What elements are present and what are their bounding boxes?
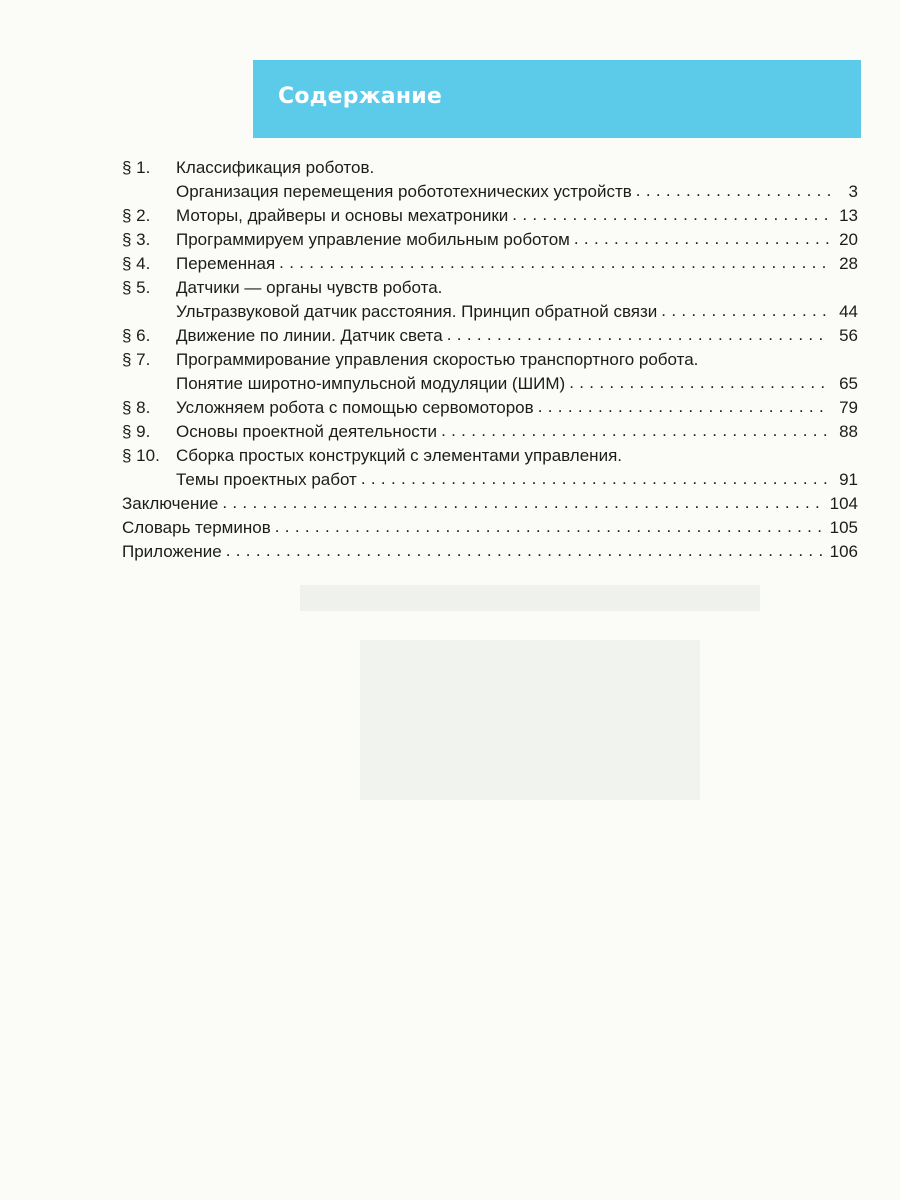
toc-entry <box>122 228 858 252</box>
toc-entry <box>122 516 858 540</box>
entry-title: Сборка простых конструкций с элементами управления. <box>176 446 622 465</box>
page-number: 91 <box>839 470 858 489</box>
entry-title: Заключение <box>122 494 219 513</box>
toc-entry <box>122 156 858 204</box>
toc-entry <box>122 492 858 516</box>
section-number: § 8. <box>122 398 151 417</box>
show-through-artifact <box>300 585 760 611</box>
entry-title: Классификация роботов. <box>176 158 375 177</box>
page-number: 105 <box>829 518 858 537</box>
entry-title: Приложение <box>122 542 222 561</box>
page-number: 20 <box>839 230 858 249</box>
dot-leader <box>441 420 830 437</box>
show-through-artifact <box>360 640 700 800</box>
page-number: 106 <box>829 542 858 561</box>
page-title: Содержание <box>278 84 442 109</box>
section-number: § 1. <box>122 158 151 177</box>
toc-entry <box>122 324 858 348</box>
toc-entry <box>122 276 858 324</box>
entry-title: Переменная <box>176 254 276 273</box>
entry-title: Датчики — органы чувств робота. <box>176 278 443 297</box>
section-number: § 2. <box>122 206 151 225</box>
page-number: 79 <box>839 398 858 417</box>
section-number: § 10. <box>122 446 160 465</box>
entry-title: Основы проектной деятельности <box>176 422 438 441</box>
dot-leader <box>661 300 830 317</box>
entry-title: Темы проектных работ <box>176 470 357 489</box>
section-number: § 7. <box>122 350 151 369</box>
toc-entry <box>122 252 858 276</box>
dot-leader <box>574 228 830 245</box>
page-number: 13 <box>839 206 858 225</box>
page-number: 56 <box>839 326 858 345</box>
dot-leader <box>569 372 830 389</box>
entry-title: Словарь терминов <box>122 518 271 537</box>
entry-title: Программируем управление мобильным роботом <box>176 230 570 249</box>
header-band <box>253 60 861 138</box>
toc-entry <box>122 348 858 396</box>
dot-leader <box>226 540 824 557</box>
dot-leader <box>447 324 830 341</box>
toc-entry <box>122 420 858 444</box>
section-number: § 4. <box>122 254 151 273</box>
entry-title: Движение по линии. Датчик света <box>176 326 443 345</box>
dot-leader <box>279 252 830 269</box>
dot-leader <box>538 396 830 413</box>
section-number: § 5. <box>122 278 151 297</box>
entry-title: Ультразвуковой датчик расстояния. Принцип обратной связи <box>176 302 658 321</box>
toc-entry <box>122 540 858 564</box>
page-number: 44 <box>839 302 858 321</box>
dot-leader <box>512 204 830 221</box>
dot-leader <box>222 492 823 509</box>
page-number: 28 <box>839 254 858 273</box>
entry-title: Моторы, драйверы и основы мехатроники <box>176 206 509 225</box>
toc-entry <box>122 204 858 228</box>
section-number: § 6. <box>122 326 151 345</box>
section-number: § 9. <box>122 422 151 441</box>
entry-title: Организация перемещения робототехнических устройств <box>176 182 632 201</box>
table-of-contents <box>122 156 858 564</box>
toc-entry <box>122 396 858 420</box>
dot-leader <box>275 516 824 533</box>
page-number: 104 <box>829 494 858 513</box>
page-number: 65 <box>839 374 858 393</box>
dot-leader <box>636 180 830 197</box>
page-number: 88 <box>839 422 858 441</box>
dot-leader <box>361 468 830 485</box>
toc-entry <box>122 444 858 492</box>
page-number: 3 <box>848 182 858 201</box>
section-number: § 3. <box>122 230 151 249</box>
entry-title: Программирование управления скоростью транспортного робота. <box>176 350 699 369</box>
entry-title: Понятие широтно-импульсной модуляции (ШИМ) <box>176 374 566 393</box>
entry-title: Усложняем робота с помощью сервомоторов <box>176 398 534 417</box>
